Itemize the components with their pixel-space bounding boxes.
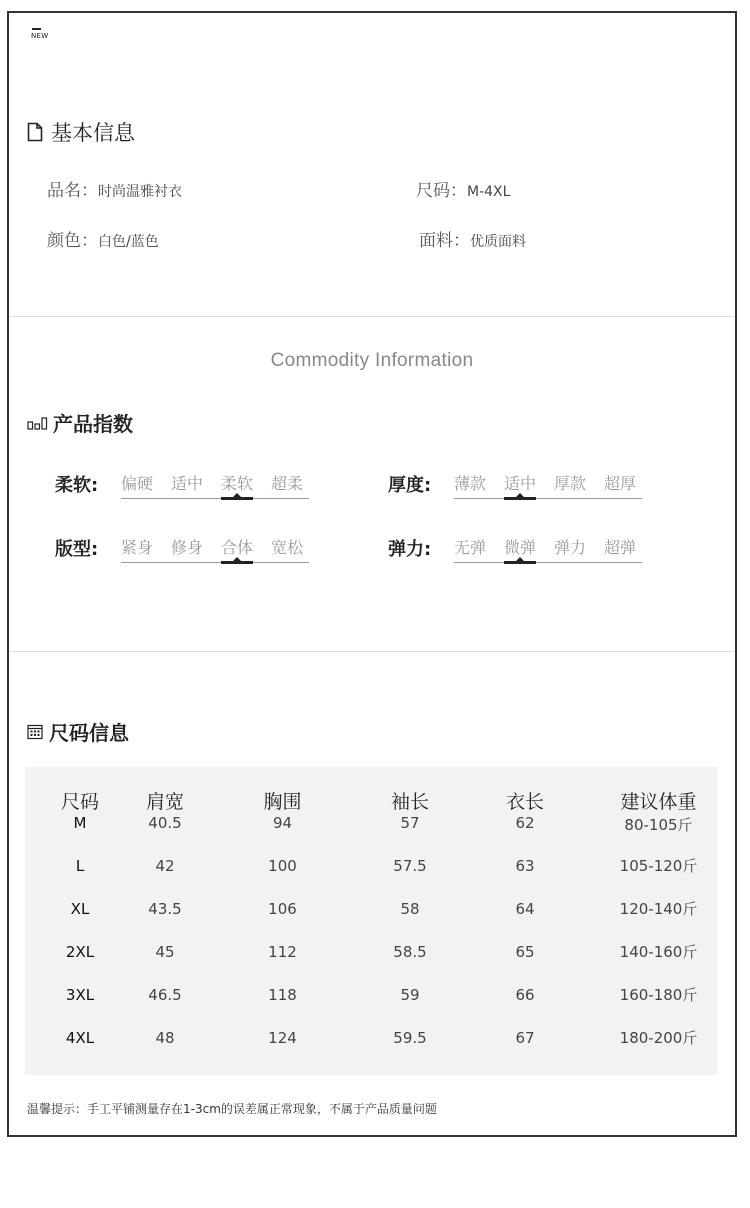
table-header: 肩宽 <box>145 791 184 813</box>
table-cell: 67 <box>515 1028 535 1047</box>
table-header: 胸围 <box>263 791 302 813</box>
table-cell: 120-140斤 <box>619 900 698 918</box>
table-cell: 42 <box>155 856 175 875</box>
table-cell: 3XL <box>65 985 95 1004</box>
table-cell: 43.5 <box>148 899 182 918</box>
index-row-thickness <box>388 471 642 499</box>
table-cell: 100 <box>268 856 297 875</box>
table-cell: 63 <box>515 856 535 875</box>
index-label: 版型: <box>55 539 99 560</box>
table-cell: 46.5 <box>148 985 182 1004</box>
index-label: 柔软: <box>55 475 99 496</box>
product-index-title <box>27 408 133 437</box>
table-cell: 80-105斤 <box>624 816 693 834</box>
table-cell: 112 <box>268 942 297 961</box>
index-option-selected: 微弹 <box>504 535 536 558</box>
index-option: 厚款 <box>554 474 587 493</box>
index-scale <box>121 471 309 499</box>
table-cell: XL <box>70 899 90 918</box>
new-badge-text: NEW <box>31 32 49 40</box>
table-cell: 45 <box>155 942 175 961</box>
measurement-tip: 温馨提示：手工平铺测量存在1-3cm的误差属正常现象，不属于产品质量问题 <box>27 1102 437 1116</box>
table-cell: L <box>75 856 85 875</box>
field-fabric-label: 面料 <box>419 231 453 251</box>
index-option: 无弹 <box>454 538 487 557</box>
table-cell: 180-200斤 <box>619 1029 698 1047</box>
table-row <box>25 844 717 887</box>
table-cell: 62 <box>515 814 535 832</box>
table-cell: 58 <box>400 899 420 918</box>
table-cell: 106 <box>268 899 297 918</box>
index-row-softness <box>55 471 309 499</box>
table-header: 衣长 <box>505 791 544 813</box>
table-header: 建议体重 <box>620 791 697 813</box>
table-row <box>25 814 717 844</box>
field-name-label: 品名 <box>47 181 81 201</box>
index-option: 偏硬 <box>121 474 154 493</box>
table-header: 袖长 <box>390 791 429 813</box>
field-size-label: 尺码 <box>416 181 450 201</box>
index-option: 薄款 <box>454 474 487 493</box>
index-option-selected: 适中 <box>504 471 536 494</box>
index-scale <box>454 471 642 499</box>
index-row-elasticity <box>388 535 642 563</box>
index-row-fit <box>55 535 309 563</box>
field-color: 颜色：白色/蓝色 <box>47 231 159 251</box>
table-cell: 124 <box>268 1028 297 1047</box>
index-label: 弹力: <box>388 539 432 560</box>
table-cell: 4XL <box>65 1028 95 1047</box>
field-name-value: 时尚温雅衬衣 <box>98 184 182 200</box>
size-info-title-text: 尺码信息 <box>49 721 129 745</box>
table-row <box>25 1016 717 1059</box>
field-fabric-value: 优质面料 <box>470 234 526 250</box>
index-option: 宽松 <box>271 538 304 557</box>
product-index-title-text: 产品指数 <box>53 412 133 436</box>
table-cell: 66 <box>515 985 535 1004</box>
index-option: 适中 <box>171 474 204 493</box>
table-cell: 48 <box>155 1028 175 1047</box>
calendar-grid-icon <box>27 724 43 740</box>
basic-info-title-text: 基本信息 <box>51 121 135 145</box>
table-cell: M <box>73 814 87 832</box>
divider <box>9 651 735 652</box>
table-cell: 65 <box>515 942 535 961</box>
size-table <box>25 767 717 1075</box>
commodity-heading: Commodity Information <box>270 350 474 371</box>
table-cell: 118 <box>268 985 297 1004</box>
product-detail-card <box>7 11 737 1137</box>
table-header: 尺码 <box>60 791 99 813</box>
size-info-title <box>27 717 129 746</box>
basic-info-title <box>27 117 135 147</box>
table-cell: 57.5 <box>393 856 427 875</box>
table-header-row <box>25 787 717 814</box>
index-scale <box>121 535 309 563</box>
table-cell: 105-120斤 <box>619 857 698 875</box>
table-cell: 140-160斤 <box>619 943 698 961</box>
new-badge <box>31 28 48 40</box>
table-cell: 58.5 <box>393 942 427 961</box>
index-option: 弹力 <box>554 538 587 557</box>
field-size: 尺码：M-4XL <box>416 181 511 201</box>
table-cell: 40.5 <box>148 814 182 832</box>
index-option: 修身 <box>171 538 204 557</box>
table-cell: 160-180斤 <box>619 986 698 1004</box>
index-scale <box>454 535 642 563</box>
table-cell: 59.5 <box>393 1028 427 1047</box>
document-icon <box>27 122 43 142</box>
index-option: 紧身 <box>121 538 154 557</box>
table-cell: 64 <box>515 899 535 918</box>
field-color-label: 颜色 <box>47 231 81 251</box>
table-cell: 94 <box>272 814 293 832</box>
divider <box>9 316 735 317</box>
field-color-value: 白色/蓝色 <box>98 234 159 250</box>
field-fabric: 面料：优质面料 <box>419 231 526 251</box>
bar-chart-icon <box>27 416 49 430</box>
index-option-selected: 合体 <box>221 535 253 558</box>
index-option-selected: 柔软 <box>221 471 253 494</box>
index-option: 超厚 <box>604 474 637 493</box>
index-option: 超柔 <box>271 474 304 493</box>
field-size-value: M-4XL <box>467 184 511 200</box>
table-cell: 2XL <box>65 942 95 961</box>
field-name: 品名：时尚温雅衬衣 <box>47 181 182 201</box>
index-label: 厚度: <box>388 475 432 496</box>
table-cell: 57 <box>400 814 420 832</box>
index-option: 超弹 <box>604 538 637 557</box>
table-row <box>25 973 717 1016</box>
table-cell: 59 <box>400 985 420 1004</box>
table-row <box>25 887 717 930</box>
table-row <box>25 930 717 973</box>
